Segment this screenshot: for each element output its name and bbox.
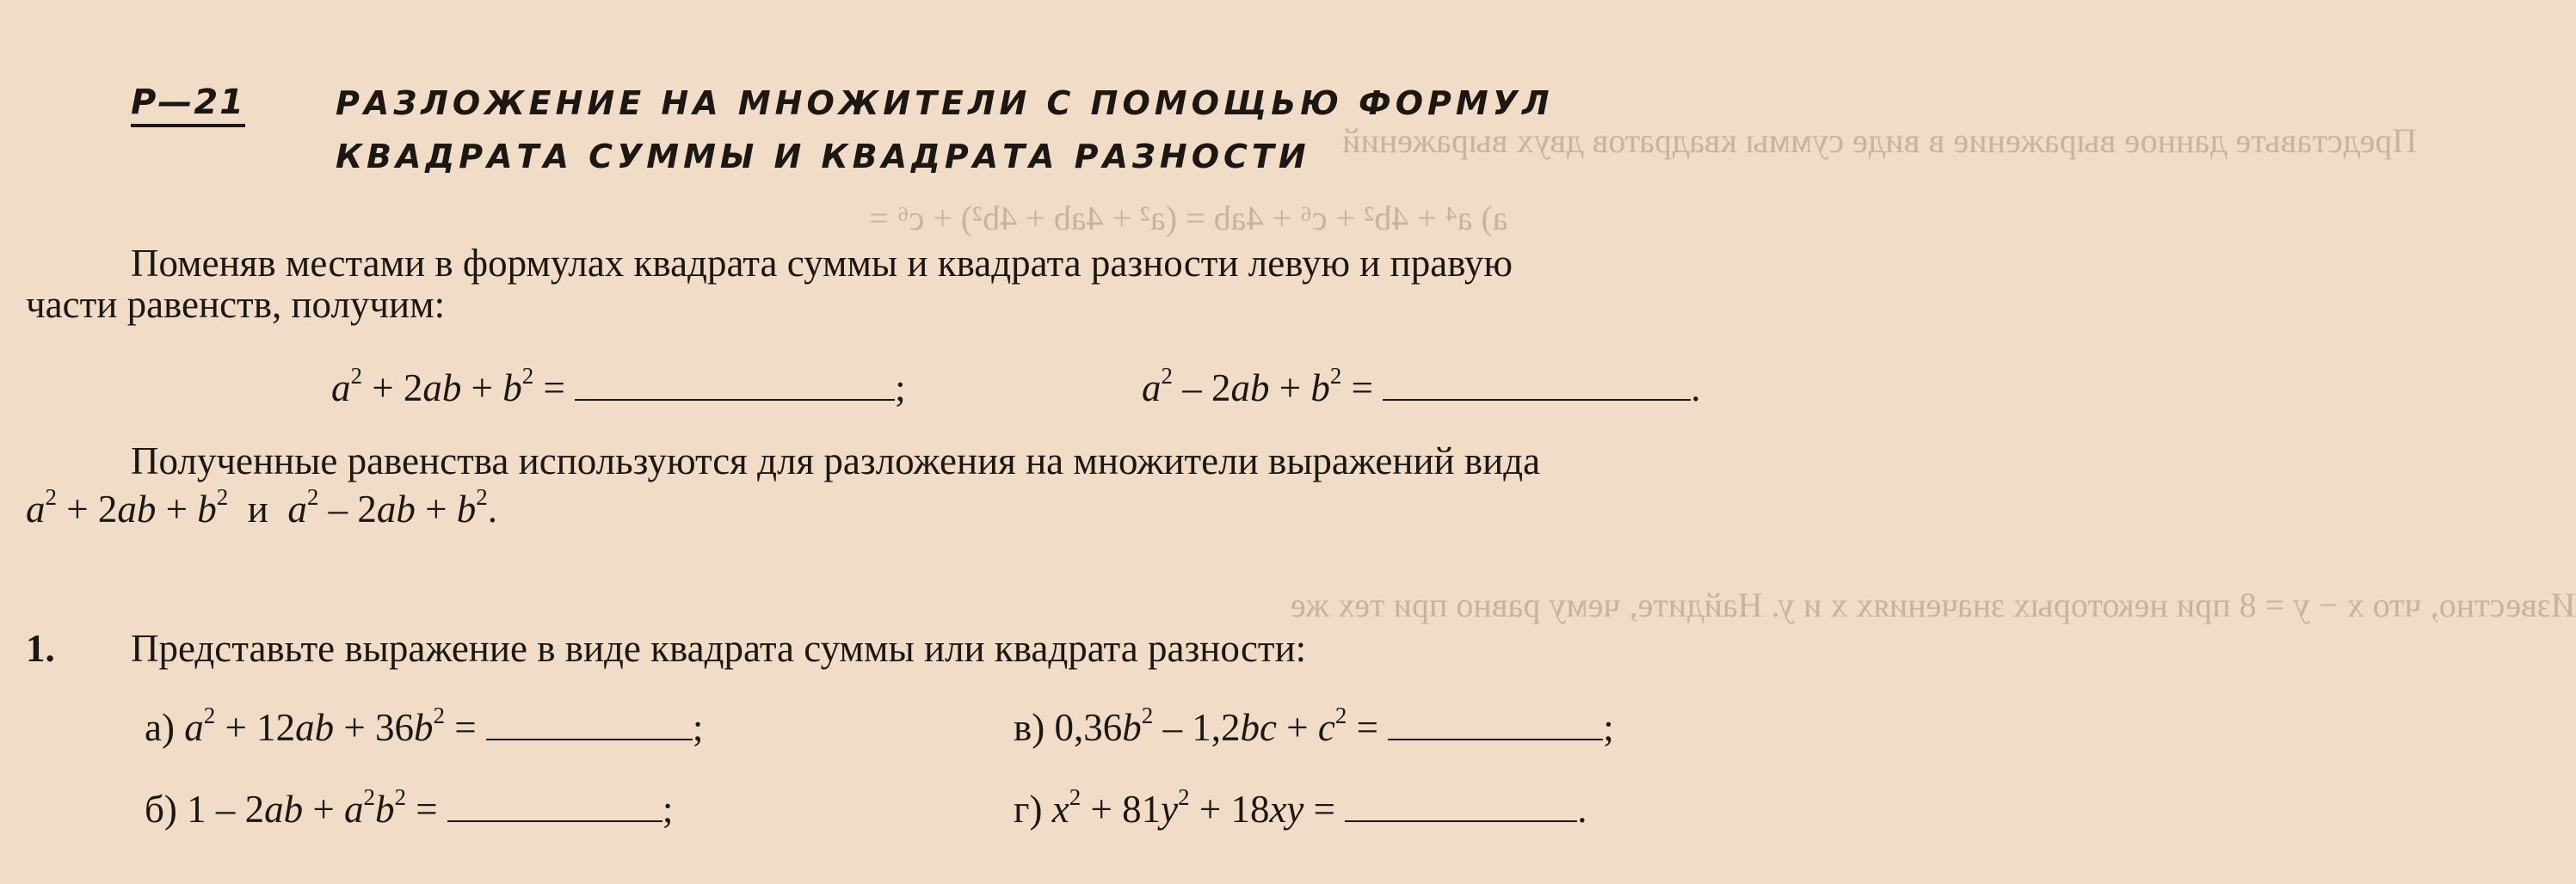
- item-label: г): [1014, 788, 1043, 831]
- separator: .: [1691, 366, 1701, 409]
- usage-line-1: Полученные равенства используются для разложения на множители выражений вида: [131, 439, 1541, 482]
- task-statement: Представьте выражение в виде квадрата суммы или квадрата разности:: [131, 627, 1307, 670]
- task-item-g: г) $x^2 + 81y^2 + 18xy$ = .: [1014, 784, 1587, 831]
- separator: ;: [1603, 706, 1614, 749]
- separator: ;: [895, 366, 906, 409]
- worksheet-title-line-2: КВАДРАТА СУММЫ И КВАДРАТА РАЗНОСТИ: [336, 138, 1310, 175]
- answer-blank[interactable]: [1388, 739, 1603, 740]
- usage-line-2: $a^2 + 2ab + b^2$ и $a^2 - 2ab + b^2$.: [26, 484, 498, 531]
- separator: .: [1577, 788, 1587, 831]
- separator: .: [487, 488, 498, 531]
- item-label: а): [145, 706, 175, 749]
- answer-blank[interactable]: [447, 820, 662, 822]
- item-label: в): [1014, 706, 1045, 749]
- intro-line-1: Поменяв местами в формулах квадрата суммы и квадрата разности левую и правую: [131, 242, 1513, 285]
- task-item-v: в) $0,36b^2 - 1,2bc + c^2$ = ;: [1014, 703, 1614, 749]
- sum-square-formula: $a^2 + 2ab + b^2$ = ;: [331, 363, 906, 409]
- worksheet-number: Р—21: [131, 83, 245, 127]
- bleed-through-text: Представьте данное выражение в виде суммы квадратов двух выражений: [1342, 121, 2418, 160]
- difference-square-formula: $a^2 - 2ab + b^2$ = .: [1142, 363, 1701, 409]
- separator: ;: [692, 706, 704, 749]
- task-number: 1.: [26, 627, 55, 670]
- conjunction: и: [247, 488, 268, 531]
- intro-line-2: части равенств, получим:: [26, 283, 446, 326]
- task-item-b: б) $1 - 2ab + a^2b^2$ = ;: [145, 784, 674, 831]
- bleed-through-text: а) a⁴ + 4b² + c⁶ + 4ab = (a² + 4ab + 4b²) + c⁶ =: [869, 199, 1508, 237]
- item-label: б): [145, 788, 177, 831]
- task-item-a: а) $a^2 + 12ab + 36b^2$ = ;: [145, 703, 704, 749]
- worksheet-title-line-1: РАЗЛОЖЕНИЕ НА МНОЖИТЕЛИ С ПОМОЩЬЮ ФОРМУЛ: [336, 84, 1554, 122]
- answer-blank[interactable]: [486, 739, 693, 740]
- bleed-through-text: Известно, что x − y = 8 при некоторых значениях x и y. Найдите, чему равно при тех же: [1291, 586, 2576, 624]
- answer-blank[interactable]: [1345, 820, 1577, 822]
- answer-blank[interactable]: [575, 399, 895, 401]
- separator: ;: [662, 788, 674, 831]
- answer-blank[interactable]: [1383, 399, 1691, 401]
